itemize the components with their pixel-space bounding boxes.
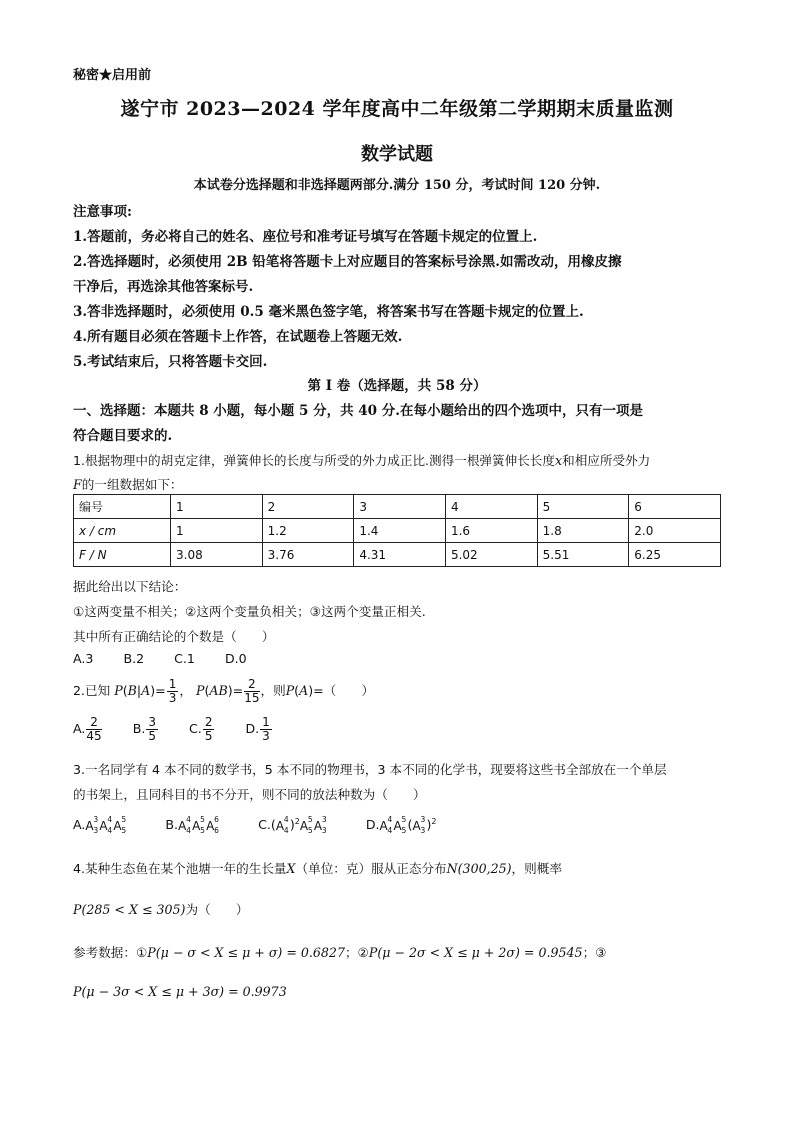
q3-stem: 3.一名同学有 4 本不同的数学书，5 本不同的物理书，3 本不同的化学书，现要将这些书全部放在一个单层 [73,762,667,777]
option-a[interactable]: A. $\frac{2}{45}$ [73,715,102,743]
table-cell: 5.02 [445,543,537,567]
notice-item: 2.答选择题时，必须使用 2B 铅笔将答题卡上对应题目的答案标号涂黑.如需改动，用橡皮擦 [73,254,622,270]
table-cell: 6 [629,495,721,519]
option-c[interactable]: C.( A 4 4 )$^2$ A 5 5 A 3 3 [258,814,327,835]
data-table [73,494,721,567]
exam-title: 遂宁市 2023—2024 学年度高中二年级第二学期期末质量监测 [120,98,674,120]
table-cell: 3.08 [171,543,263,567]
table-cell: 4 [445,495,537,519]
table-row [74,519,721,543]
table-cell: 2 [262,495,354,519]
table-cell: x / cm [74,519,171,543]
table-row [74,495,721,519]
q1-conclusions: ①这两变量不相关；②这两个变量负相关；③这两个变量正相关. [73,604,426,619]
table-cell: 1.6 [445,519,537,543]
option-c[interactable]: C.1 [174,651,195,666]
q4-stem: 4.某种生态鱼在某个池塘一年的生长量X（单位：克）服从正态分布N(300,25)，则概率 [73,861,562,876]
notice-item: 4.所有题目必须在答题卡上作答，在试题卷上答题无效. [73,329,403,345]
table-cell: F / N [74,543,171,567]
table-cell: 5 [537,495,629,519]
table-cell: 1 [171,495,263,519]
option-c[interactable]: C. $\frac{2}{5}$ [189,715,213,743]
table-cell: 1.8 [537,519,629,543]
q3-options [73,814,462,835]
section-title: 第 I 卷（选择题，共 58 分） [307,378,487,394]
option-b[interactable]: B. A 4 4 A 5 5 A 6 6 [165,814,219,835]
table-cell: 3.76 [262,543,354,567]
section-instruction: 一、选择题：本题共 8 小题，每小题 5 分，共 40 分.在每小题给出的四个选项中，只有一项是 [73,403,643,419]
q2-stem: 2.已知 P(B|A)= $\frac{1}{3}$ ， P(AB)= $\frac{2}{15}$ ，则P(A)=（ ） [73,677,375,705]
q1-stem: 1.根据物理中的胡克定律，弹簧伸长的长度与所受的外力成正比.测得一根弹簧伸长长度x和相应所受外力 [73,453,651,468]
q1-conclusion-lead: 据此给出以下结论： [73,579,187,594]
table-cell: 1.4 [354,519,446,543]
notice-item: 3.答非选择题时，必须使用 0.5 毫米黑色签字笔，将答案书写在答题卡规定的位置上. [73,304,584,320]
q4-reference: 参考数据：①P(μ − σ < X ≤ μ + σ) = 0.6827；②P(μ − 2σ < X ≤ μ + 2σ) = 0.9545；③ [73,945,607,960]
option-b[interactable]: B. $\frac{3}{5}$ [132,715,156,743]
notice-heading: 注意事项: [73,204,132,220]
option-a[interactable]: A. A 3 3 A 4 4 A 5 5 [73,814,127,835]
q1-options [73,651,273,666]
q3-stem-2: 的书架上，且同科目的书不分开，则不同的放法种数为（ ） [73,787,426,802]
fraction: $\frac{1}{3}$ [168,677,177,705]
table-row [74,543,721,567]
notice-item: 干净后，再选涂其他答案标号. [73,279,254,295]
option-d[interactable]: D.0 [224,651,247,666]
notice-item: 1.答题前，务必将自己的姓名、座位号和准考证号填写在答题卡规定的位置上. [73,229,538,245]
table-cell: 编号 [74,495,171,519]
subject-title: 数学试题 [361,144,433,165]
section-instruction: 符合题目要求的. [73,428,173,444]
table-cell: 2.0 [629,519,721,543]
table-cell: 1.2 [262,519,354,543]
option-a[interactable]: A.3 [73,651,94,666]
table-cell: 5.51 [537,543,629,567]
notice-item: 5.考试结束后，只将答题卡交回. [73,354,268,370]
exam-intro: 本试卷分选择题和非选择题两部分.满分 150 分，考试时间 120 分钟. [193,178,601,193]
table-cell: 1 [171,519,263,543]
q4-reference-2: P(μ − 3σ < X ≤ μ + 3σ) = 0.9973 [73,984,287,999]
q1-stem-2: F的一组数据如下： [73,477,183,492]
option-d[interactable]: D. $\frac{1}{3}$ [245,715,270,743]
table-cell: 3 [354,495,446,519]
q1-ask: 其中所有正确结论的个数是（ ） [73,629,275,644]
secret-label: 秘密★启用前 [73,68,152,83]
table-cell: 4.31 [354,543,446,567]
q4-stem-2: P(285 < X ≤ 305)为（ ） [73,902,249,917]
option-b[interactable]: B.2 [123,651,145,666]
fraction: $\frac{2}{15}$ [244,677,260,705]
table-cell: 6.25 [629,543,721,567]
option-d[interactable]: D. A 4 4 A 5 5 ( A 3 3 )$^2$ [365,814,437,835]
q2-options [73,716,299,743]
